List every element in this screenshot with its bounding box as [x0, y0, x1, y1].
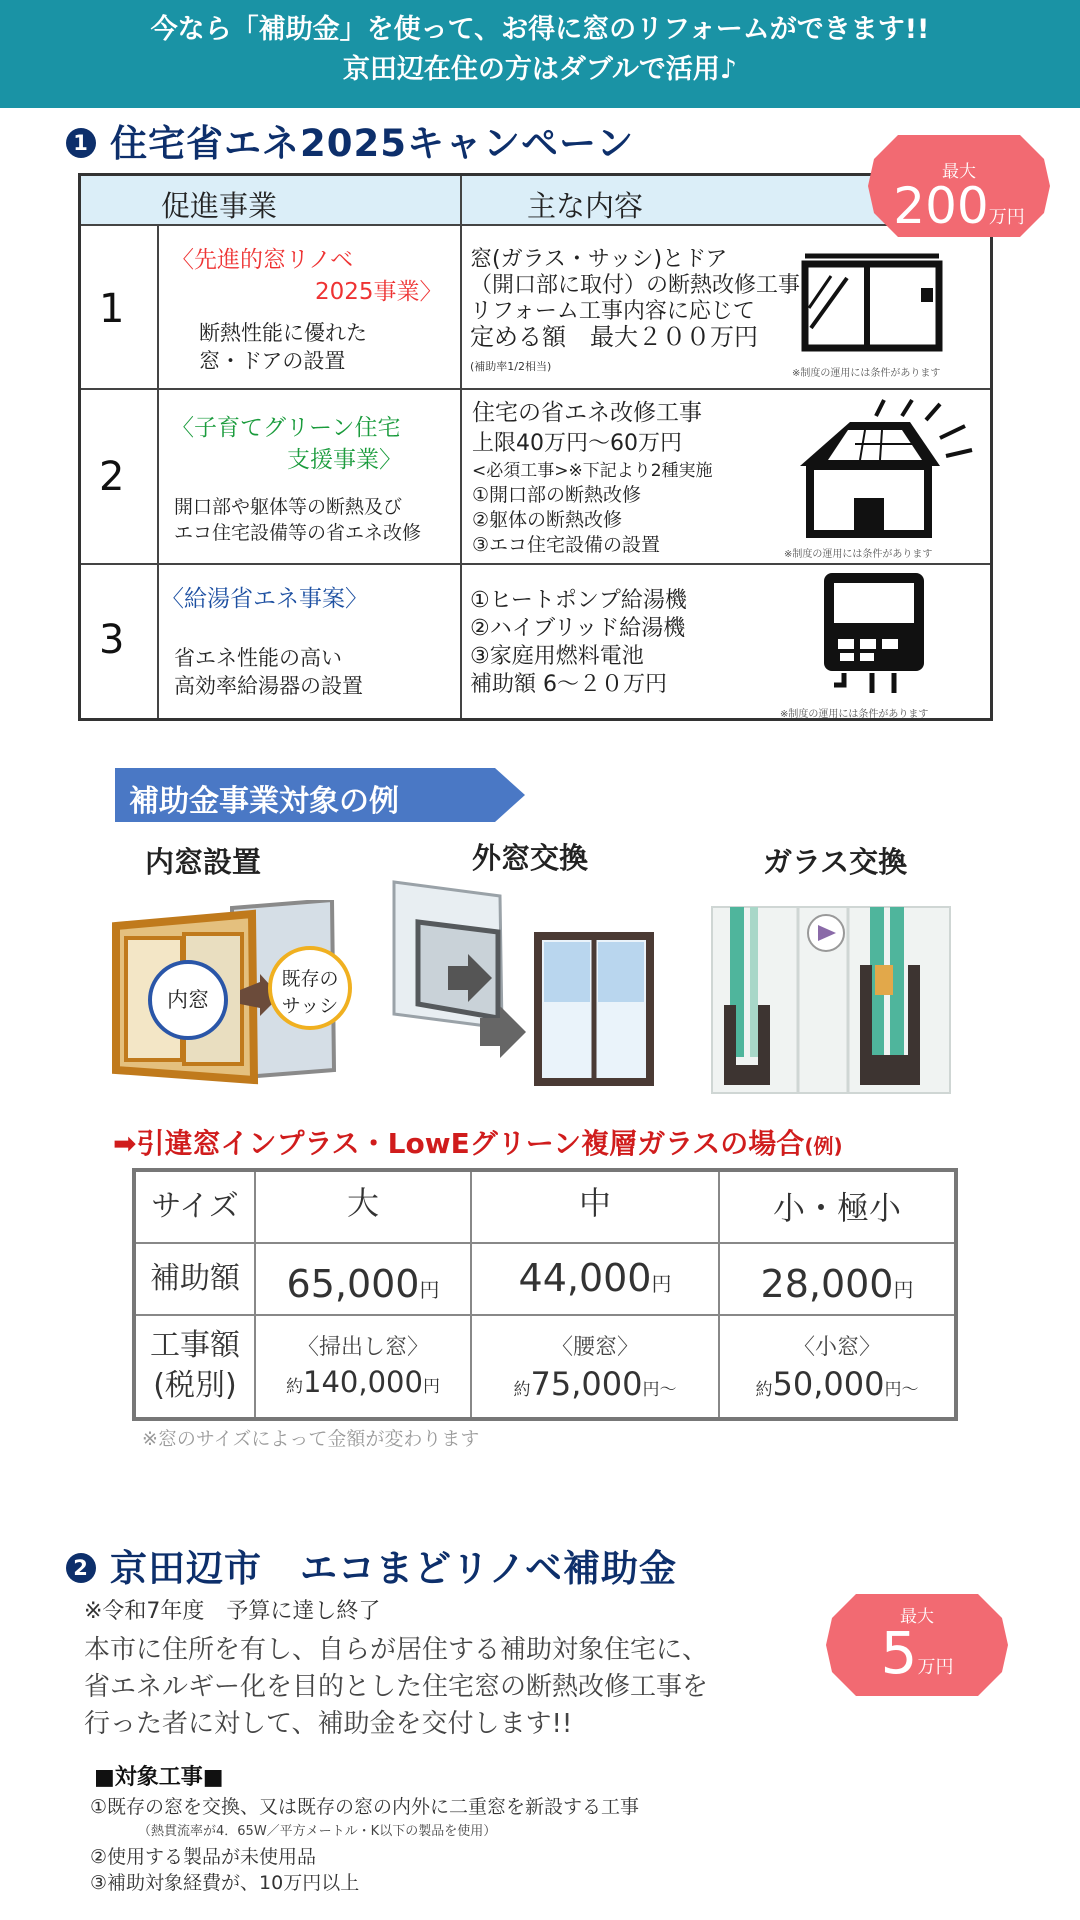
subsidy-medium: 44,000 [518, 1256, 652, 1300]
subsidy-label: 補助額 [136, 1244, 256, 1316]
row3-content-3: ③家庭用燃料電池 [470, 644, 644, 669]
row3-desc-1: 省エネ性能の高い [174, 646, 342, 670]
water-heater-icon [820, 569, 930, 703]
header-banner [0, 0, 1080, 108]
price-table-heading [113, 1122, 843, 1162]
cost-small: 50,000 [772, 1365, 885, 1403]
heading-suffix: (例) [804, 1134, 843, 1158]
cost-label-line1: 工事額 [150, 1328, 240, 1363]
badge-unit: 万円 [988, 207, 1025, 228]
solar-house-icon [790, 394, 980, 542]
glass-replacement-illustration [710, 905, 952, 1095]
header-program-label: 促進事業 [161, 189, 278, 223]
row2-number: 2 [99, 454, 125, 500]
row1-note: ※制度の運用には条件があります [792, 368, 941, 379]
heading-text: 引違窓インプラス・LowEグリーン複層ガラスの場合 [136, 1127, 805, 1160]
row2-content-5: ②躯体の断熱改修 [472, 509, 623, 531]
row3-content-1: ①ヒートポンプ給湯機 [470, 588, 687, 613]
section1-heading [66, 113, 634, 167]
badge2-label: 最大 [900, 1607, 934, 1627]
cost-small-suffix: 円～ [884, 1380, 919, 1400]
row1-content-2: （開口部に取付）の断熱改修工事 [470, 273, 801, 298]
body-line-2: 省エネルギー化を目的とした住宅窓の断熱改修工事を [84, 1672, 709, 1702]
window-type-large: 〈掃出し窓〉 [296, 1335, 429, 1360]
subsidy-large: 65,000 [286, 1262, 420, 1306]
row1-name-2: 2025事業〉 [315, 279, 443, 305]
header-line-1: 今なら「補助金」を使って、お得に窓のリフォームができます!! [150, 14, 930, 45]
row1-number-cell [81, 226, 159, 390]
badge-amount: 200 [893, 177, 989, 235]
section2-number: 2 [66, 1553, 96, 1583]
max-200-badge [868, 129, 1050, 243]
section2-heading [66, 1538, 677, 1592]
row2-desc-1: 開口部や躯体等の断熱及び [174, 496, 403, 518]
cost-large: 140,000 [303, 1365, 423, 1399]
example-title-glass: ガラス交換 [763, 845, 908, 879]
row1-name-1: 〈先進的窓リノベ [171, 247, 354, 273]
window-type-medium: 〈腰窓〉 [550, 1335, 639, 1360]
existing-sash-line2: サッシ [281, 995, 339, 1017]
col-small: 小・極小 [720, 1172, 954, 1244]
row3-content-2: ②ハイブリッド給湯機 [470, 616, 686, 641]
row2-content-2: 上限40万円～60万円 [472, 431, 682, 456]
heading-arrow-icon: ➡ [113, 1127, 137, 1160]
cost-small-cell [720, 1316, 954, 1417]
inner-window-illustration [112, 900, 362, 1085]
header-content-label: 主な内容 [527, 189, 644, 223]
row1-program-cell [159, 226, 462, 390]
row3-content-cell [462, 565, 990, 718]
window-door-icon [797, 248, 947, 358]
row2-program-cell [159, 390, 462, 565]
example-title-outer-window: 外窓交換 [472, 841, 589, 875]
badge-label: 最大 [942, 162, 976, 182]
row2-content-4: ①開口部の断熱改修 [472, 484, 642, 506]
price-table-note: ※窓のサイズによって金額が変わります [142, 1428, 480, 1450]
subsidy-medium-cell [472, 1244, 720, 1316]
body-line-1: 本市に住所を有し、自らが居住する補助対象住宅に、 [84, 1635, 709, 1665]
approx-large: 約 [286, 1377, 304, 1397]
row3-name-1: 〈給湯省エネ事案〉 [161, 586, 368, 612]
row2-content-6: ③エコ住宅設備の設置 [472, 534, 661, 556]
max-5-badge [826, 1588, 1008, 1702]
row1-desc-2: 窓・ドアの設置 [199, 349, 346, 373]
row2-content-3: <必須工事>※下記より2種実施 [472, 461, 713, 481]
row1-content-1: 窓(ガラス・サッシ)とドア [470, 247, 728, 272]
section1-number: 1 [66, 128, 96, 158]
row2-name-1: 〈子育てグリーン住宅 [171, 415, 401, 441]
cost-label [136, 1316, 256, 1417]
row2-desc-2: エコ住宅設備等の省エネ改修 [174, 522, 422, 544]
badge2-unit: 万円 [917, 1657, 954, 1678]
row2-content-1: 住宅の省エネ改修工事 [472, 400, 702, 426]
col-large: 大 [256, 1172, 472, 1244]
target-item-1: ①既存の窓を交換、又は既存の窓の内外に二重窓を新設する工事 [90, 1796, 640, 1818]
row2-content-cell [462, 390, 990, 565]
row2-number-cell [81, 390, 159, 565]
subsidy-small-cell [720, 1244, 954, 1316]
outer-window-illustration [388, 878, 658, 1088]
cost-label-line2: (税別) [153, 1368, 237, 1403]
row3-number-cell [81, 565, 159, 718]
section2-status-note: ※令和7年度 予算に達し終了 [84, 1599, 381, 1624]
badge2-amount: 5 [880, 1619, 918, 1687]
campaign-table [78, 173, 993, 721]
cost-medium: 75,000 [530, 1365, 643, 1403]
existing-sash-line1: 既存の [281, 968, 339, 990]
col-size-label: サイズ [136, 1172, 256, 1244]
section2-body [84, 1632, 708, 1743]
row1-small: (補助率1/2相当) [470, 360, 552, 373]
example-title-inner-window: 内窓設置 [145, 845, 262, 879]
subsidy-small-yen: 円 [893, 1278, 914, 1302]
section2-title: 京田辺市 エコまどリノベ補助金 [110, 1547, 678, 1590]
target-item-1-note: （熱貫流率が4．65W／平方メートル・K以下の製品を使用） [138, 1824, 497, 1839]
examples-banner [115, 768, 525, 822]
row3-note: ※制度の運用には条件があります [780, 709, 929, 720]
subsidy-small: 28,000 [760, 1262, 894, 1306]
existing-sash-label [268, 946, 352, 1030]
header-line-2: 京田辺在住の方はダブルで活用♪ [342, 54, 738, 85]
approx-medium: 約 [513, 1380, 531, 1400]
body-line-3: 行った者に対して、補助金を交付します!! [84, 1709, 573, 1739]
col-medium: 中 [472, 1172, 720, 1244]
subsidy-large-cell [256, 1244, 472, 1316]
cost-medium-cell [472, 1316, 720, 1417]
inner-window-label: 内窓 [148, 960, 228, 1040]
row1-content-4: 定める額 最大２００万円 [470, 323, 758, 351]
target-item-2: ②使用する製品が未使用品 [90, 1846, 317, 1868]
row3-content-4: 補助額 6～２０万円 [470, 672, 667, 697]
approx-small: 約 [755, 1380, 773, 1400]
price-table [132, 1168, 958, 1421]
header-cell-program [81, 176, 462, 226]
subsidy-large-yen: 円 [419, 1278, 440, 1302]
target-item-3: ③補助対象経費が、10万円以上 [90, 1872, 360, 1894]
window-type-small: 〈小窓〉 [792, 1335, 881, 1360]
row3-desc-2: 高効率給湯器の設置 [174, 674, 363, 698]
section1-title: 住宅省エネ2025キャンペーン [110, 122, 635, 165]
cost-medium-suffix: 円～ [642, 1380, 677, 1400]
row1-desc-1: 断熱性能に優れた [199, 321, 367, 345]
cost-large-suffix: 円 [422, 1377, 440, 1397]
cost-large-cell [256, 1316, 472, 1417]
row1-number: 1 [99, 286, 125, 332]
target-heading: ■対象工事■ [94, 1765, 224, 1790]
banner-text: 補助金事業対象の例 [129, 784, 399, 819]
row3-number: 3 [99, 617, 125, 663]
subsidy-medium-yen: 円 [651, 1272, 672, 1296]
row2-note: ※制度の運用には条件があります [784, 549, 933, 560]
row2-name-2: 支援事業〉 [287, 447, 402, 473]
row1-content-3: リフォーム工事内容に応じて [470, 299, 755, 324]
row1-content-cell [462, 226, 990, 390]
row3-program-cell [159, 565, 462, 718]
